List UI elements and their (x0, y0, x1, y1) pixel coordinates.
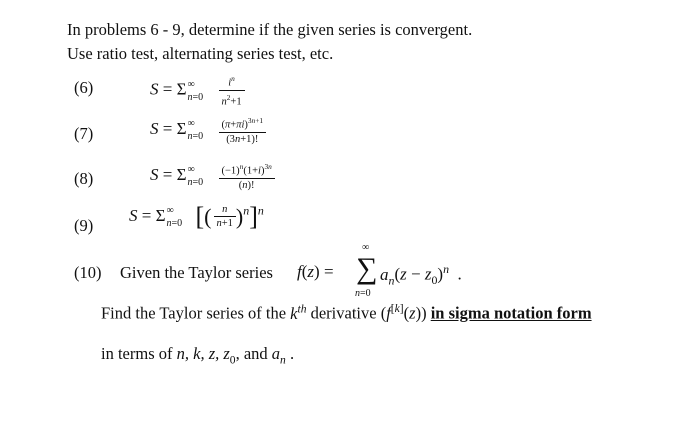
intro-line-1: In problems 6 - 9, determine if the given series is convergent. (67, 20, 473, 39)
big-sigma-upper-limit: ∞ (362, 242, 370, 253)
terms-period: . (289, 344, 295, 363)
problem-10-number: (10) (74, 263, 102, 282)
big-sigma-symbol: ∑ (356, 252, 378, 285)
problem-9-number: (9) (74, 216, 94, 235)
terms-sentence: in terms of n, k, z, $z_0$, and $a_n$ . (101, 344, 295, 367)
find-text-middle: derivative (310, 303, 377, 323)
problem-8-number: (8) (74, 169, 94, 188)
find-text-before: Find the Taylor series of the (101, 303, 287, 323)
taylor-series-rhs: $a_n(z - z_0)^n$ . (380, 262, 462, 288)
problem-7-number: (7) (74, 124, 94, 143)
taylor-series-lhs: f(z) = (297, 262, 334, 281)
problem-9-formula: S = Σ ∞ n=0 [( $\frac{n}{n+1}$ )$^n$]$^n$ (129, 202, 264, 231)
terms-text-before: in terms of (101, 344, 173, 363)
big-sigma-lower-limit: n=0 (355, 288, 371, 299)
problem-7-formula: S = Σ ∞ n=0 $\frac{(\pi+\pi i)^{3n+1}}{(3n+1)!}$ (150, 114, 266, 147)
find-sentence: Find the Taylor series of the $k^{th}$ derivative (f[k](z)) in sigma notation form (101, 303, 592, 323)
intro-line-2: Use ratio test, alternating series test, etc. (67, 44, 334, 63)
terms-and: , and (235, 344, 268, 363)
problem-8-formula: S = Σ ∞ n=0 $\frac{(-1)^n(1+i)^{3n}}{(n)!}$ (150, 160, 275, 193)
terms-vars: n, k, z, z (176, 344, 230, 363)
problem-6-formula: S = Σ ∞ n=0 $\frac{i^n}{n^2+1}$ (150, 72, 245, 109)
sigma-notation-emphasis: in sigma notation form (430, 303, 592, 323)
problem-6-number: (6) (74, 78, 94, 97)
problem-10-text: Given the Taylor series (120, 263, 273, 282)
